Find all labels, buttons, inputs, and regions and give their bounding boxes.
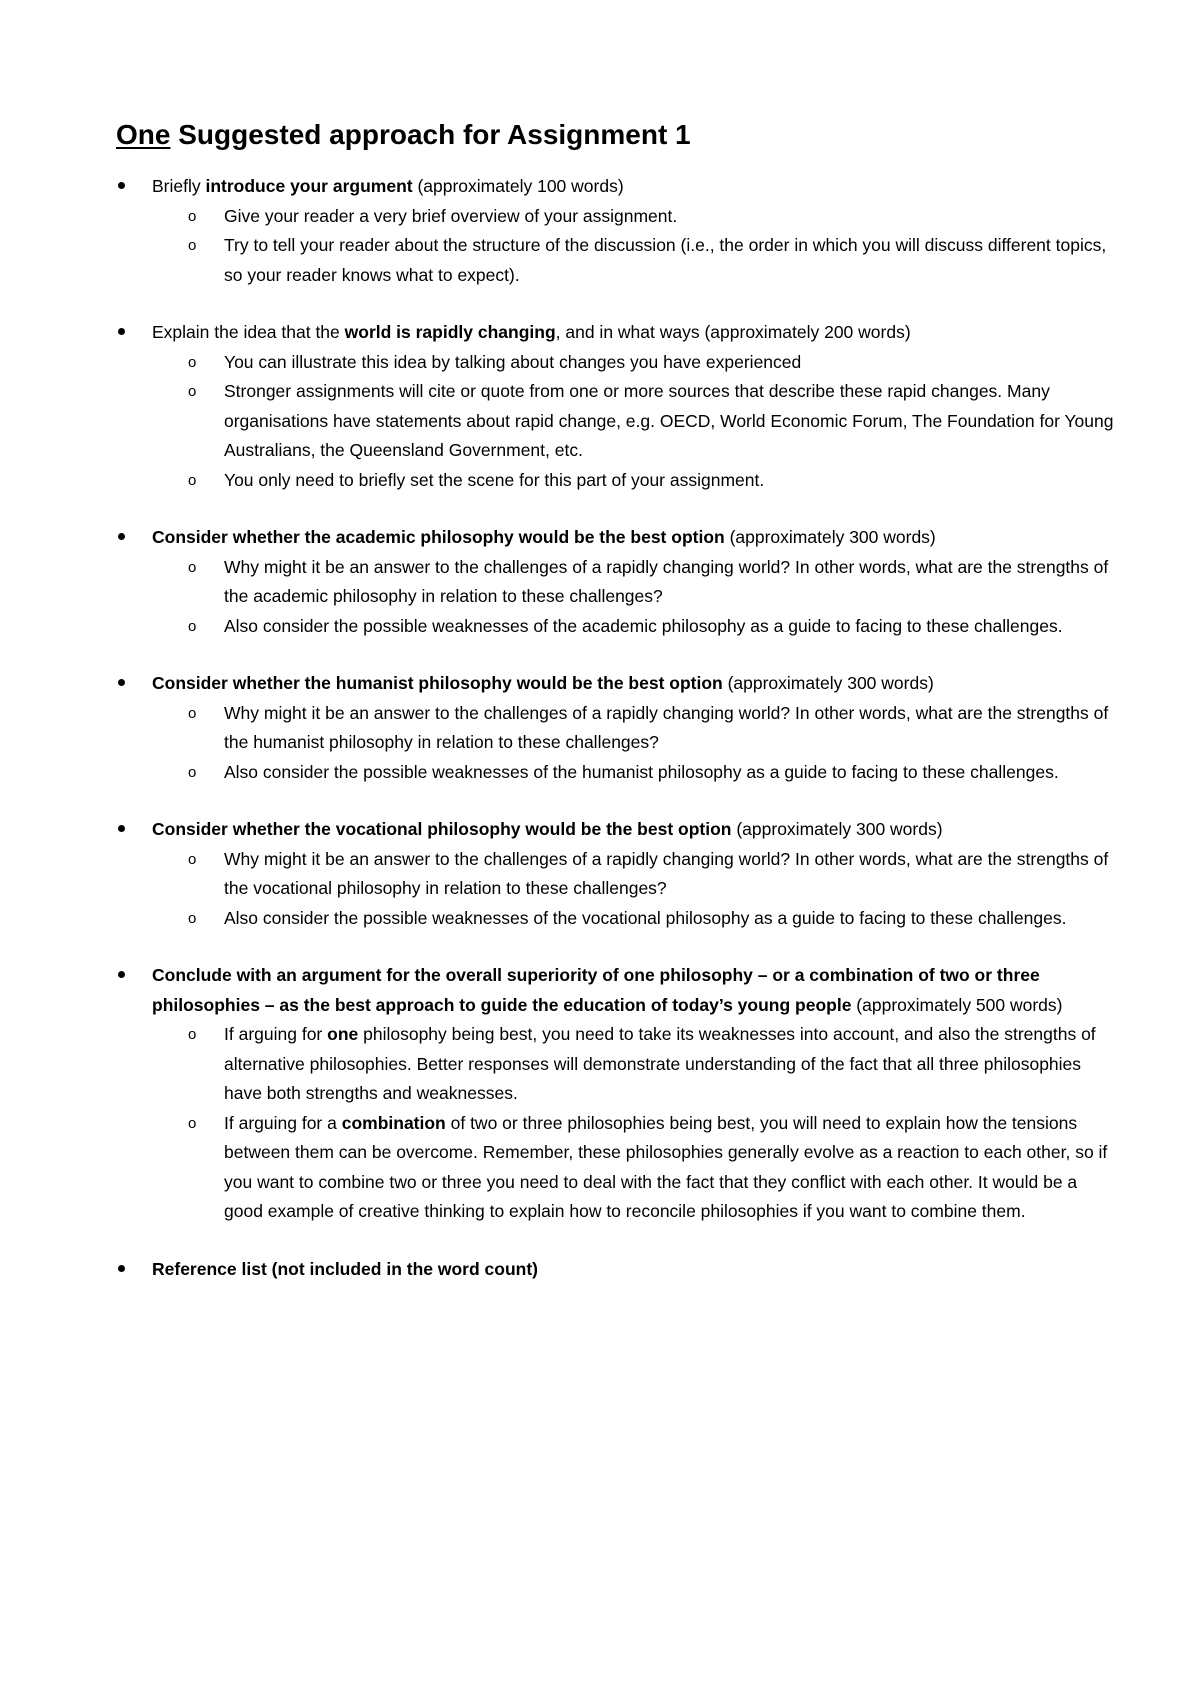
sub-item-text bbox=[224, 381, 1113, 460]
bullet-icon bbox=[116, 172, 126, 202]
sub-bullet-icon: o bbox=[188, 850, 197, 868]
outline-section bbox=[116, 523, 1116, 641]
outline-section bbox=[116, 318, 1116, 495]
text-run: Why might it be an answer to the challenges of a rapidly changing world? In other words, what are the strengths of the humanist philosophy in relation to these challenges? bbox=[224, 702, 1109, 752]
bullet-icon bbox=[116, 318, 126, 348]
assignment-outline bbox=[116, 172, 1116, 1284]
sub-bullet-icon: o bbox=[188, 704, 197, 722]
section-heading bbox=[152, 961, 1116, 1020]
text-run: (approximately 500 words) bbox=[851, 994, 1063, 1015]
sub-bullet-icon: o bbox=[188, 383, 197, 400]
sub-list bbox=[152, 1020, 1116, 1227]
sub-item bbox=[152, 231, 1116, 290]
sub-bullet-icon: o bbox=[188, 617, 197, 635]
bullet-icon bbox=[116, 1255, 126, 1285]
section-heading bbox=[152, 669, 1116, 699]
text-run: Why might it be an answer to the challenges of a rapidly changing world? In other words, what are the strengths of the academic philosophy in relation to these challenges? bbox=[224, 556, 1109, 606]
text-run: Give your reader a very brief overview of your assignment. bbox=[224, 205, 678, 226]
section-heading bbox=[152, 318, 1116, 348]
bold-text: Reference list (not included in the word count) bbox=[152, 1258, 538, 1279]
section-heading bbox=[152, 815, 1116, 845]
text-run: , and in what ways (approximately 200 words) bbox=[555, 322, 911, 342]
text-run: If arguing for bbox=[224, 1024, 328, 1044]
page-title bbox=[116, 118, 691, 152]
text-run: of two or three philosophies being best, you will need to explain how the tensions between them can be overcome. Remember, these philosophies generally evolve as a reaction to each other, so if you want to combine two or three you need to deal with the fact that they conflict with each other. It would be a good example of creative thinking to explain how to reconcile philosophies if you want to combine them. bbox=[224, 1112, 1108, 1221]
bold-text: introduce your argument bbox=[205, 176, 413, 196]
sub-list bbox=[152, 699, 1116, 788]
sub-item bbox=[152, 845, 1116, 904]
text-run: Stronger assignments will cite or quote from one or more sources that describe these rapid changes. Many organisations have statements about rapid change, e.g. OECD, World Economic Forum, The Foundation for Young Australians, the Queensland Government, etc. bbox=[224, 381, 1114, 460]
sub-list bbox=[152, 202, 1116, 291]
sub-bullet-icon: o bbox=[188, 763, 197, 781]
sub-item bbox=[152, 699, 1116, 758]
text-run: (approximately 300 words) bbox=[731, 819, 943, 839]
sub-item-text bbox=[224, 352, 801, 372]
sub-item bbox=[152, 377, 1116, 466]
sub-list bbox=[152, 845, 1116, 934]
text-run: Also consider the possible weaknesses of the academic philosophy as a guide to facing to these challenges. bbox=[224, 615, 1063, 636]
sub-item-text bbox=[224, 557, 1108, 607]
bold-text: world is rapidly changing bbox=[344, 322, 556, 342]
outline-section bbox=[116, 961, 1116, 1227]
bold-text: Consider whether the academic philosophy would be the best option bbox=[152, 527, 725, 547]
text-run: Also consider the possible weaknesses of the vocational philosophy as a guide to facing to these challenges. bbox=[224, 907, 1067, 928]
outline-section bbox=[116, 172, 1116, 290]
bold-text: one bbox=[327, 1024, 359, 1044]
sub-item-text bbox=[224, 908, 1066, 928]
sub-item-text bbox=[224, 235, 1106, 285]
sub-item bbox=[152, 1109, 1116, 1227]
bullet-icon bbox=[116, 815, 126, 845]
sub-bullet-icon: o bbox=[188, 207, 197, 225]
sub-item bbox=[152, 904, 1116, 934]
title-text: Suggested approach for Assignment 1 bbox=[170, 119, 691, 150]
sub-item bbox=[152, 202, 1116, 232]
bold-text: combination bbox=[341, 1112, 446, 1133]
sub-item bbox=[152, 348, 1116, 378]
bold-text: Consider whether the humanist philosophy would be the best option bbox=[152, 673, 723, 693]
outline-section bbox=[116, 1255, 1116, 1285]
text-run: Briefly bbox=[152, 176, 206, 196]
sub-bullet-icon: o bbox=[188, 1114, 197, 1132]
sub-item-text bbox=[224, 703, 1108, 753]
bullet-icon bbox=[116, 961, 126, 991]
sub-list bbox=[152, 553, 1116, 642]
sub-bullet-icon: o bbox=[188, 909, 197, 927]
sub-item-text bbox=[224, 849, 1108, 899]
text-run: Also consider the possible weaknesses of the humanist philosophy as a guide to facing to these challenges. bbox=[224, 761, 1059, 782]
title-emphasis: One bbox=[116, 119, 171, 150]
text-run: Explain the idea that the bbox=[152, 322, 345, 342]
bullet-icon bbox=[116, 669, 126, 699]
text-run: (approximately 100 words) bbox=[412, 176, 624, 196]
text-run: (approximately 300 words) bbox=[722, 673, 934, 693]
section-heading bbox=[152, 172, 1116, 202]
sub-item bbox=[152, 1020, 1116, 1109]
sub-item bbox=[152, 758, 1116, 788]
sub-item-text bbox=[224, 470, 764, 490]
text-run: If arguing for a bbox=[224, 1112, 342, 1133]
sub-item bbox=[152, 553, 1116, 612]
sub-item bbox=[152, 466, 1116, 496]
text-run: Try to tell your reader about the structure of the discussion (i.e., the order in which you will discuss different topics, so your reader knows what to expect). bbox=[224, 235, 1107, 285]
bold-text: Consider whether the vocational philosophy would be the best option bbox=[152, 819, 732, 839]
sub-item-text bbox=[224, 1113, 1107, 1222]
section-heading bbox=[152, 1255, 1116, 1285]
bold-text: Conclude with an argument for the overall superiority of one philosophy – or a combination of two or three philosophies – as the best approach to guide the education of today’s young people bbox=[152, 965, 1040, 1015]
text-run: Why might it be an answer to the challenges of a rapidly changing world? In other words, what are the strengths of the vocational philosophy in relation to these challenges? bbox=[224, 848, 1109, 898]
text-run: philosophy being best, you need to take its weaknesses into account, and also the strengths of alternative philosophies. Better responses will demonstrate understanding of the fact that all three philosophies have both strengths and weaknesses. bbox=[224, 1024, 1096, 1103]
sub-list bbox=[152, 348, 1116, 496]
text-run: You only need to briefly set the scene for this part of your assignment. bbox=[224, 469, 765, 490]
sub-bullet-icon: o bbox=[188, 237, 197, 254]
sub-bullet-icon: o bbox=[188, 1026, 197, 1043]
text-run: You can illustrate this idea by talking about changes you have experienced bbox=[224, 351, 802, 372]
sub-item-text bbox=[224, 206, 677, 226]
sub-item-text bbox=[224, 616, 1063, 636]
outline-section bbox=[116, 815, 1116, 933]
sub-item-text bbox=[224, 762, 1059, 782]
section-heading bbox=[152, 523, 1116, 553]
sub-bullet-icon: o bbox=[188, 353, 197, 371]
sub-bullet-icon: o bbox=[188, 558, 197, 576]
sub-item bbox=[152, 612, 1116, 642]
sub-bullet-icon: o bbox=[188, 471, 197, 489]
bullet-icon bbox=[116, 523, 126, 553]
sub-item-text bbox=[224, 1024, 1096, 1103]
text-run: (approximately 300 words) bbox=[724, 527, 936, 547]
outline-section bbox=[116, 669, 1116, 787]
